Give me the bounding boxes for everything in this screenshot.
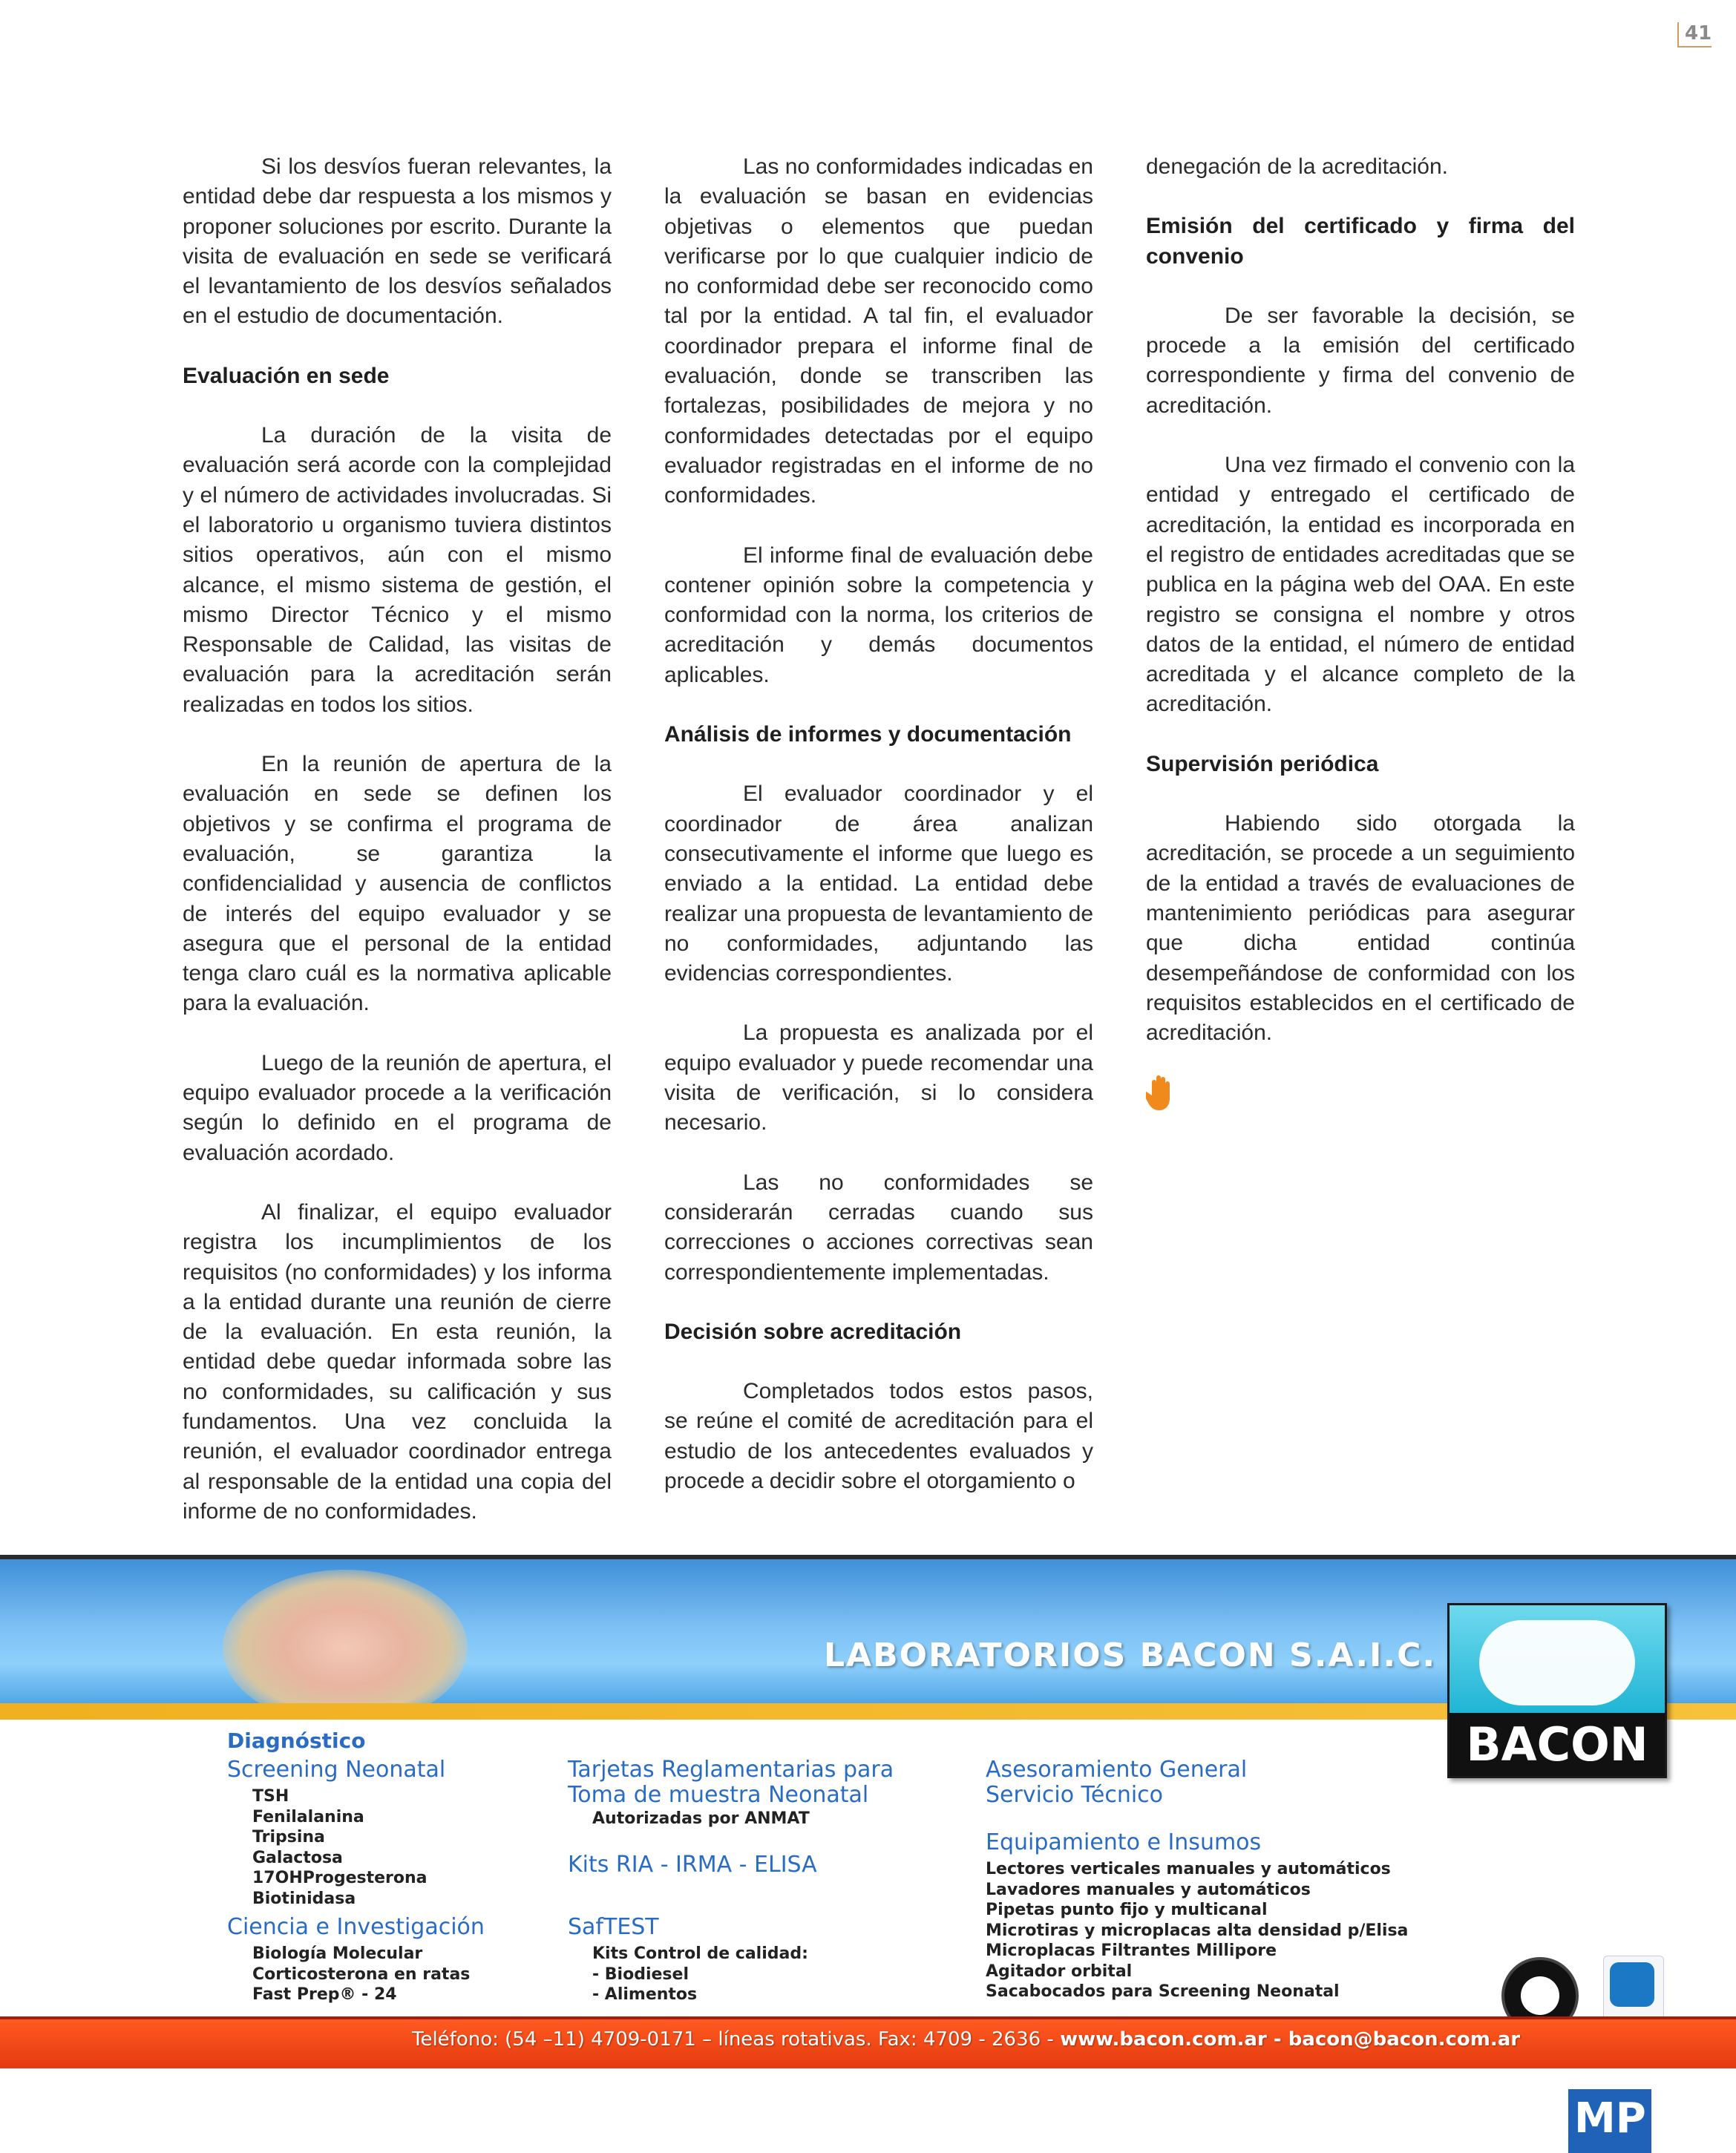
list-item: - Biodiesel	[592, 1964, 689, 1984]
paragraph: Una vez firmado el convenio con la entidad y entregado el certificado de acreditación, la entidad es incorporada en el registro de entidades acreditadas que se publica en la página web del OAA. En este registro se consigna el nombre y otros datos de la entidad, el número de entidad acreditada y el alcance completo de la acreditación.	[1146, 453, 1575, 717]
tarjetas-title-1: Tarjetas Reglamentarias para	[568, 1757, 894, 1783]
list-item: Tripsina	[252, 1828, 325, 1846]
text-column-2	[664, 152, 1093, 1526]
paragraph: En la reunión de apertura de la evaluación en sede se definen los objetivos y se confirma el programa de evaluación, se garantiza la confidencialidad y ausencia de conflictos de interés del equipo evaluador y se asegura que el personal de la entidad tenga claro cuál es la normativa aplicable para la evaluación.	[183, 752, 612, 1016]
paragraph: Al finalizar, el equipo evaluador registra los incumplimientos de los requisitos (no conformidades) y los informa a la entidad durante una reunión de cierre de la evaluación. En esta reunión, la entidad debe quedar informada sobre las no conformidades, su calificación y sus fundamentos. Una vez concluida la reunión, el evaluador coordinador entrega al responsable de la entidad una copia del informe de no conformidades.	[183, 1199, 612, 1524]
list-item: Pipetas punto fijo y multicanal	[986, 1901, 1268, 1919]
paragraph: Las no conformidades indicadas en la evaluación se basan en evidencias objetivas o elementos que puedan verificarse por lo que cualquier indicio de no conformidad debe ser reconocido como tal por la entidad. A tal fin, el evaluador coordinador prepara el informe final de evaluación, donde se transcriben las fortalezas, posibilidades de mejora y no conformidades detectadas por el equipo evaluador registradas en el informe de no conformidades.	[664, 154, 1093, 508]
list-item: 17OHProgesterona	[252, 1869, 428, 1887]
ciencia-list	[252, 1944, 470, 2005]
list-item: Biotinidasa	[252, 1889, 356, 1908]
list-item: Lavadores manuales y automáticos	[986, 1880, 1311, 1899]
paragraph: Las no conformidades se considerarán cerradas cuando sus correcciones o acciones correctivas sean correspondientemente implementadas.	[664, 1170, 1093, 1285]
list-item: Corticosterona en ratas	[252, 1964, 471, 1984]
list-item: Microtiras y microplacas alta densidad p/Elisa	[986, 1921, 1409, 1940]
tarjetas-subtitle: Autorizadas por ANMAT	[592, 1809, 810, 1828]
section-heading: Emisión del certificado y firma del convenio	[1146, 214, 1575, 269]
list-item: Galactosa	[252, 1848, 343, 1867]
list-item: Microplacas Filtrantes Millipore	[986, 1941, 1277, 1960]
paragraph: El evaluador coordinador y el coordinador de área analizan consecutivamente el informe que luego es enviado a la entidad. La entidad debe realizar una propuesta de levantamiento de no conformidades, adjuntando las evidencias correspondientes.	[664, 781, 1093, 986]
mp-logo: MP	[1568, 2089, 1651, 2153]
page-number: 41	[1677, 22, 1712, 47]
baby-feet-photo	[223, 1570, 468, 1726]
list-item: TSH	[252, 1787, 289, 1806]
ciencia-title: Ciencia e Investigación	[227, 1914, 485, 1940]
bacon-logo	[1447, 1603, 1667, 1778]
paragraph: Habiendo sido otorgada la acreditación, se procede a un seguimiento de la entidad a través de evaluaciones de mantenimiento periódicas para asegurar que dicha entidad continúa desempeñándose de conformidad con los requisitos establecidos en el certificado de acreditación.	[1146, 811, 1575, 1046]
paragraph: La propuesta es analizada por el equipo evaluador y puede recomendar una visita de verificación, si lo considera necesario.	[664, 1020, 1093, 1136]
tarjetas-title-2: Toma de muestra Neonatal	[568, 1782, 869, 1808]
list-item: Fenilalanina	[252, 1807, 364, 1826]
saftest-title: SafTEST	[568, 1914, 659, 1940]
servicio-tecnico-title: Servicio Técnico	[986, 1782, 1164, 1808]
section-heading: Decisión sobre acreditación	[664, 1319, 962, 1344]
list-item: - Alimentos	[592, 1985, 698, 2004]
kits-title: Kits RIA - IRMA - ELISA	[568, 1852, 817, 1878]
ad-phone-fax: Teléfono: (54 –11) 4709-0171 – líneas rotativas. Fax: 4709 - 2636 -	[412, 2028, 1061, 2051]
saftest-list	[592, 1944, 808, 2005]
bacon-logo-text: BACON	[1450, 1713, 1665, 1776]
list-item: Biología Molecular	[252, 1944, 423, 1963]
paragraph: La duración de la visita de evaluación será acorde con la complejidad y el número de actividades involucradas. Si el laboratorio u organismo tuviera distintos sitios operativos, aún con el mismo alcance, el mismo sistema de gestión, el mismo Director Técnico y el mismo Responsable de Calidad, las visitas de evaluación para la acreditación serán realizadas en todos los sitios.	[183, 423, 612, 717]
paragraph: De ser favorable la decisión, se procede a la emisión del certificado correspondiente y firma del convenio de acreditación.	[1146, 303, 1575, 418]
paragraph: Luego de la reunión de apertura, el equipo evaluador procede a la verificación según lo definido en el programa de evaluación acordado.	[183, 1050, 612, 1165]
paragraph: denegación de la acreditación.	[1146, 154, 1448, 179]
hand-stop-icon	[1146, 1073, 1575, 1112]
screening-title: Screening Neonatal	[227, 1757, 446, 1783]
list-item: Sacabocados para Screening Neonatal	[986, 1982, 1340, 2001]
equipamiento-list	[986, 1859, 1408, 2002]
equipamiento-title: Equipamiento e Insumos	[986, 1829, 1262, 1855]
text-column-1	[183, 152, 612, 1556]
paragraph: Completados todos estos pasos, se reúne el comité de acreditación para el estudio de los antecedentes evaluados y procede a decidir sobre el otorgamiento o	[664, 1379, 1093, 1493]
section-heading: Supervisión periódica	[1146, 751, 1379, 776]
section-heading: Análisis de informes y documentación	[664, 722, 1072, 747]
section-heading: Evaluación en sede	[183, 363, 390, 388]
paragraph: Si los desvíos fueran relevantes, la entidad debe dar respuesta a los mismos y proponer soluciones por escrito. Durante la visita de evaluación en sede se verificará el levantamiento de los desvíos señalados en el estudio de documentación.	[183, 154, 612, 329]
asesoramiento-title: Asesoramiento General	[986, 1757, 1248, 1783]
company-name: LABORATORIOS BACON S.A.I.C.	[824, 1636, 1437, 1674]
list-item: Lectores verticales manuales y automáticos	[986, 1860, 1391, 1878]
ad-web-email: www.bacon.com.ar - bacon@bacon.com.ar	[1060, 2028, 1521, 2051]
text-column-3	[1146, 152, 1575, 1112]
ad-footer-bar	[0, 2016, 1736, 2068]
diagnostico-title: Diagnóstico	[227, 1728, 366, 1753]
list-item: Fast Prep® - 24	[252, 1985, 397, 2004]
advertisement-banner	[0, 1555, 1736, 2143]
list-item: Kits Control de calidad:	[592, 1944, 808, 1963]
screening-list	[252, 1786, 428, 1909]
ad-contact-line	[412, 2028, 1520, 2051]
paragraph: El informe final de evaluación debe contener opinión sobre la competencia y conformidad con la norma, los criterios de acreditación y demás documentos aplicables.	[664, 543, 1093, 687]
list-item: Agitador orbital	[986, 1962, 1133, 1981]
